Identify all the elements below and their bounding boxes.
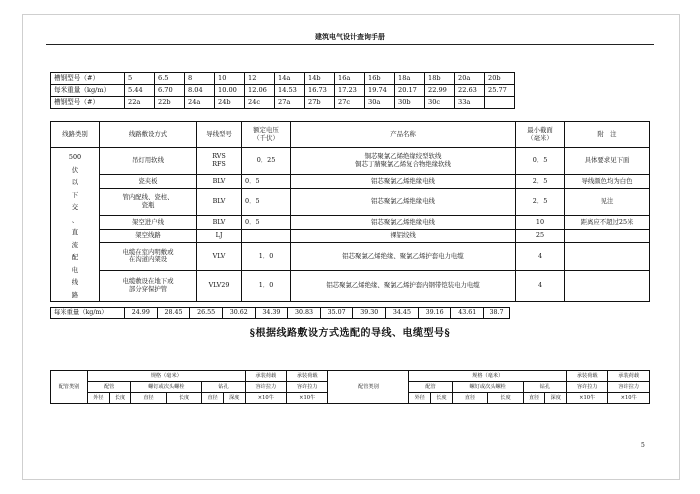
type-cell: VLV29 — [197, 270, 242, 301]
section-cell: 2．5 — [516, 188, 565, 215]
note-cell: 见注 — [565, 188, 650, 215]
cell: 19.74 — [365, 85, 395, 97]
channel-steel-table — [50, 72, 515, 109]
col-voltage — [242, 122, 291, 148]
depth-header: 深度 — [545, 393, 567, 404]
drill-header: 钻孔 — [523, 382, 566, 393]
cell: 22b — [155, 97, 185, 109]
cell: 22a — [125, 97, 155, 109]
len-header: 长度 — [488, 393, 524, 404]
note-cell — [565, 229, 650, 243]
weight-table — [50, 307, 510, 319]
table-row — [51, 188, 650, 215]
cell: 16b — [365, 73, 395, 85]
section-cell: 10 — [516, 216, 565, 230]
product-cell: 铝芯聚氯乙烯绝缘电线 — [291, 216, 516, 230]
tension-header: 容许拉力 — [608, 382, 650, 393]
cell: 10 — [215, 73, 245, 85]
cell: 22.63 — [455, 85, 485, 97]
cell: 6.5 — [155, 73, 185, 85]
depth-header: 深度 — [223, 393, 245, 404]
tension-header: 容许拉力 — [567, 382, 608, 393]
cell: 38.7 — [484, 308, 510, 319]
load-header: 承装荷载 — [287, 371, 328, 382]
dia-header: 直径 — [202, 393, 224, 404]
spec-header: 规格（毫米） — [88, 371, 246, 382]
bolt-header: 螺钉或次头螺栓 — [131, 382, 202, 393]
section-line-2: （毫米） — [527, 133, 553, 142]
section-caption: §根据线路敷设方式选配的导线、电缆型号§ — [249, 328, 451, 339]
col-wire-type: 导线型号 — [197, 122, 242, 148]
section-cell: 0．5 — [516, 148, 565, 175]
col-category: 线路类别 — [51, 122, 100, 148]
header-row — [51, 122, 650, 148]
method-cell: 架空进户线 — [100, 216, 197, 230]
conduit-header-row-1 — [51, 371, 650, 382]
channel-row-3 — [51, 97, 515, 109]
unit-header: ×10牛 — [287, 393, 328, 404]
col-method: 线路敷设方式 — [100, 122, 197, 148]
len-header: 长度 — [166, 393, 202, 404]
unit-header: ×10牛 — [567, 393, 608, 404]
type-cell: BLV — [197, 188, 242, 215]
voltage-cell: 0．5 — [242, 216, 291, 230]
unit-header: ×10牛 — [608, 393, 650, 404]
dia-header: 直径 — [452, 393, 487, 404]
voltage-line-1: 额定电压 — [253, 125, 279, 134]
voltage-line-2: （千伏） — [253, 133, 279, 142]
cell: 24b — [215, 97, 245, 109]
product-cell: 裸铝绞线 — [291, 229, 516, 243]
cell: 12 — [245, 73, 275, 85]
col-section — [516, 122, 565, 148]
section-cell: 2．5 — [516, 175, 565, 189]
type-cell: BLV — [197, 175, 242, 189]
cell: 35.07 — [320, 308, 353, 319]
cell: 18b — [425, 73, 455, 85]
type-label: 配管类别 — [328, 371, 409, 404]
category-cell: 500 伏 以 下 交 、 直 流 配 电 线 路 — [51, 148, 100, 302]
product-cell: 铜芯聚氯乙烯绝缘绞型软线 铜芯丁腈聚氯乙烯复合物绝缘软线 — [291, 148, 516, 175]
load-header: 承装荷载 — [608, 371, 650, 382]
cell: 34.39 — [255, 308, 288, 319]
table-row — [51, 270, 650, 301]
cell: 8.04 — [185, 85, 215, 97]
table-row — [51, 148, 650, 175]
cell: 16.73 — [305, 85, 335, 97]
cell: 8 — [185, 73, 215, 85]
page-header: 建筑电气设计查询手册 — [46, 32, 654, 45]
cell: 27c — [335, 97, 365, 109]
cell: 10.00 — [215, 85, 245, 97]
cell: 5 — [125, 73, 155, 85]
row-label: 槽钢型号（#） — [51, 73, 125, 85]
method-cell: 电缆敷设在地下或 部分穿保护管 — [100, 270, 197, 301]
row-label: 每米重量（kg/m） — [51, 85, 125, 97]
cell: 20b — [485, 73, 515, 85]
col-product: 产品名称 — [291, 122, 516, 148]
table-row — [51, 243, 650, 270]
table-row — [51, 216, 650, 230]
spec-header: 规格（毫米） — [409, 371, 567, 382]
pipe-header: 配管 — [88, 382, 131, 393]
cell: 14a — [275, 73, 305, 85]
page-number: 5 — [641, 442, 645, 449]
section-cell: 25 — [516, 229, 565, 243]
cell: 28.45 — [157, 308, 190, 319]
product-cell: 铝芯聚氯乙烯绝缘、聚氯乙烯护套电力电缆 — [291, 243, 516, 270]
cell: 33a — [455, 97, 485, 109]
cell: 39.30 — [353, 308, 386, 319]
wire-selection-table — [50, 121, 650, 302]
type-cell: BLV — [197, 216, 242, 230]
section-cell: 4 — [516, 270, 565, 301]
note-cell — [565, 243, 650, 270]
cell: 24c — [245, 97, 275, 109]
cell: 12.06 — [245, 85, 275, 97]
voltage-cell — [242, 229, 291, 243]
cell: 5.44 — [125, 85, 155, 97]
channel-row-1 — [51, 73, 515, 85]
od-header: 外径 — [88, 393, 110, 404]
product-cell: 铝芯聚氯乙烯绝缘、聚氯乙烯护套内钢带铠装电力电缆 — [291, 270, 516, 301]
cell: 24a — [185, 97, 215, 109]
cell: 14.53 — [275, 85, 305, 97]
cell: 25.77 — [485, 85, 515, 97]
cell: 6.70 — [155, 85, 185, 97]
cell: 30.83 — [288, 308, 321, 319]
product-cell: 铝芯聚氯乙烯绝缘电线 — [291, 188, 516, 215]
cell: 20.17 — [395, 85, 425, 97]
method-cell: 电缆在室内明敷或 在沟道内架设 — [100, 243, 197, 270]
cell: 17.23 — [335, 85, 365, 97]
drill-header: 钻孔 — [202, 382, 245, 393]
type-cell: LJ — [197, 229, 242, 243]
section-line-1: 最小截面 — [527, 125, 553, 134]
bolt-header: 螺钉或次头螺栓 — [452, 382, 523, 393]
voltage-cell: 0．25 — [242, 148, 291, 175]
cell: 18a — [395, 73, 425, 85]
channel-row-2 — [51, 85, 515, 97]
note-cell: 导线颜色均为白色 — [565, 175, 650, 189]
product-cell: 铝芯聚氯乙烯绝缘电线 — [291, 175, 516, 189]
note-cell — [565, 270, 650, 301]
cell — [485, 97, 515, 109]
load-header: 承装荷载 — [567, 371, 608, 382]
tension-header: 容许拉力 — [245, 382, 286, 393]
dia-header: 直径 — [131, 393, 166, 404]
method-cell: 管内配线、瓷柱、 瓷瓶 — [100, 188, 197, 215]
cell: 30b — [395, 97, 425, 109]
cell: 30a — [365, 97, 395, 109]
cell: 14b — [305, 73, 335, 85]
row-label: 槽钢型号（#） — [51, 97, 125, 109]
weight-row — [51, 308, 510, 319]
load-header: 承装荷载 — [245, 371, 286, 382]
voltage-cell: 1．0 — [242, 243, 291, 270]
row-label: 每米重量（kg/m） — [51, 308, 125, 319]
type-label: 配管类别 — [51, 371, 88, 404]
cell: 22.99 — [425, 85, 455, 97]
table-row — [51, 175, 650, 189]
dia-header: 直径 — [523, 393, 545, 404]
cell: 39.16 — [418, 308, 451, 319]
section-cell: 4 — [516, 243, 565, 270]
voltage-cell: 1．0 — [242, 270, 291, 301]
od-header: 外径 — [409, 393, 431, 404]
cell: 24.99 — [125, 308, 158, 319]
cell: 30c — [425, 97, 455, 109]
note-cell: 距离应不超过25米 — [565, 216, 650, 230]
cell: 30.62 — [222, 308, 255, 319]
cell: 27a — [275, 97, 305, 109]
len-header: 长度 — [109, 393, 131, 404]
cell: 27b — [305, 97, 335, 109]
voltage-cell: 0．5 — [242, 175, 291, 189]
cell: 26.55 — [190, 308, 223, 319]
method-cell: 瓷夹板 — [100, 175, 197, 189]
cell: 43.61 — [451, 308, 484, 319]
unit-header: ×10牛 — [245, 393, 286, 404]
col-note: 附 注 — [565, 122, 650, 148]
method-cell: 架空线路 — [100, 229, 197, 243]
tension-header: 容许拉力 — [287, 382, 328, 393]
table-row — [51, 229, 650, 243]
type-cell: RVS RFS — [197, 148, 242, 175]
voltage-cell: 0．5 — [242, 188, 291, 215]
pipe-header: 配管 — [409, 382, 452, 393]
cell: 34.45 — [386, 308, 419, 319]
method-cell: 吊灯用软线 — [100, 148, 197, 175]
cell: 20a — [455, 73, 485, 85]
len-header: 长度 — [431, 393, 453, 404]
note-cell: 具体要求见下面 — [565, 148, 650, 175]
conduit-table — [50, 370, 650, 404]
cell: 16a — [335, 73, 365, 85]
type-cell: VLV — [197, 243, 242, 270]
